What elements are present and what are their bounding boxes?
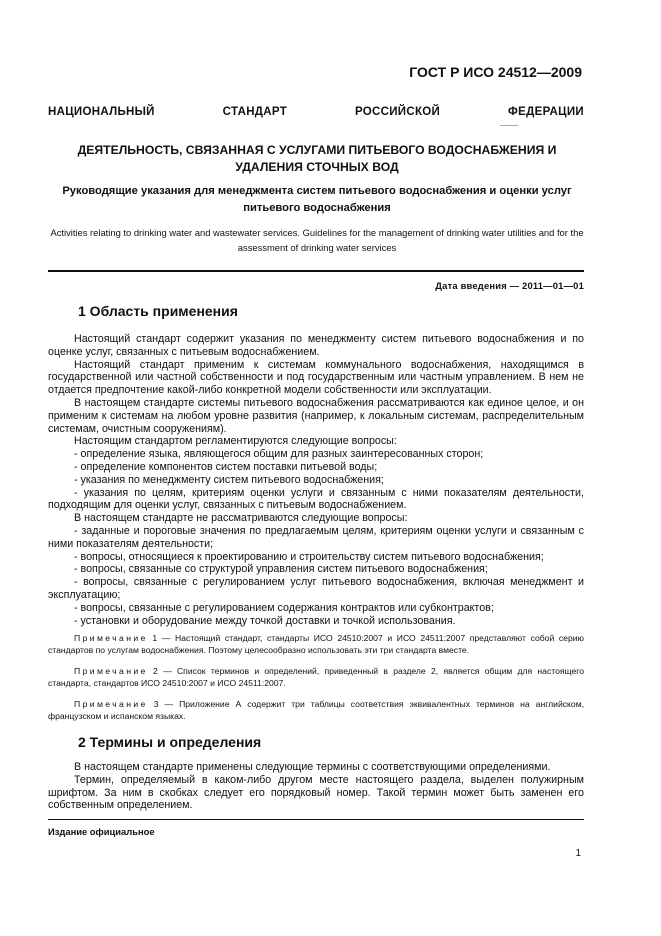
section-2-heading: 2 Термины и определения [78,734,262,750]
paragraph: В настоящем стандарте применены следующие термины с соответствующими определениями. [74,761,551,773]
list-item: - указания по менеджменту систем питьевого водоснабжения; [74,473,384,486]
paragraph: Термин, определяемый в каком-либо другом месте настоящего раздела, выделен полужирным шрифтом. За ним в скобках следует его порядковый номер. Такой термин может быть заменен его собственным определением. [48,773,584,812]
english-title: Activities relating to drinking water and wastewater services. Guidelines for the management of drinking water utilities and for the assessment of drinking water services [50,227,584,253]
note-3 [48,698,584,722]
note-label: Примечание [74,666,148,677]
paragraph: В настоящем стандарте системы питьевого водоснабжения рассматриваются как единое целое, и он применим к системам на любом уровне развития (например, к локальным системам, распределительным системам, очистным сооружениям). [48,396,584,435]
paragraph: Настоящий стандарт применим к системам коммунального водоснабжения, находящимся в государственной или частной собственности и под государственным или частным управлением. В нем не отдается предпочтение какой-либо конкретной модели собственности или эксплуатации. [48,358,584,397]
list-item: - вопросы, связанные с регулированием услуг питьевого водоснабжения, включая менеджмент и эксплуатацию; [48,576,584,601]
footer-divider [48,819,584,820]
list-item: - вопросы, связанные с регулированием содержания контрактов или субконтрактов; [74,601,494,614]
list-item: - указания по целям, критериям оценки услуги и связанным с ними показателям деятельности, подходящим для оценки услуг, связанных с питьевым водоснабжением. [48,486,584,512]
edition-label: Издание официальное [48,826,155,837]
list-item: - заданные и пороговые значения по предлагаемым целям, критериям оценки услуги и связанным с ними показателям деятельности; [48,524,584,550]
note-2 [48,665,584,689]
note-label: Примечание [74,633,148,644]
national-standard-banner: НАЦИОНАЛЬНЫЙ СТАНДАРТ РОССИЙСКОЙ ФЕДЕРАЦИИ [48,106,584,118]
list-item: - вопросы, относящиеся к проектированию и строительству систем питьевого водоснабжения; [74,550,544,563]
list-item: - определение компонентов систем поставки питьевой воды; [74,460,378,473]
paragraph: Настоящий стандарт содержит указания по менеджменту систем питьевого водоснабжения и по оценке услуг, связанных с питьевым водоснабжением. [48,333,584,358]
note-text: 2 — Список терминов и определений, приведенный в разделе 2, является общим для настоящего стандарта, стандартов ИСО 24510:2007 и ИСО 24511:2007. [48,666,584,689]
note-1 [48,632,584,656]
thick-divider [48,270,584,272]
banner-dash [500,125,518,126]
section-1-heading: 1 Область применения [78,303,238,319]
doc-subtitle: Руководящие указания для менеджмента систем питьевого водоснабжения и оценки услуг питьевого водоснабжения [62,185,572,214]
section-1-body [48,333,584,722]
list-item: - вопросы, связанные со структурой управления систем питьевого водоснабжения; [74,563,488,576]
note-text: 1 — Настоящий стандарт, стандарты ИСО 24510:2007 и ИСО 24511:2007 представляют собой серию стандартов по услугам водоснабжения. Поэтому целесообразно использовать эти три стандарта вместе. [48,633,584,656]
introduction-date: Дата введения — 2011—01—01 [435,280,584,291]
page-number: 1 [575,848,581,859]
doc-title: ДЕЯТЕЛЬНОСТЬ, СВЯЗАННАЯ С УСЛУГАМИ ПИТЬЕВОГО ВОДОСНАБЖЕНИЯ И УДАЛЕНИЯ СТОЧНЫХ ВОД [77,143,557,174]
note-label: Примечание [74,699,148,710]
list-item: - установки и оборудование между точкой доставки и точкой использования. [74,614,456,627]
paragraph: Настоящим стандартом регламентируются следующие вопросы: [74,435,397,448]
section-2-body [48,761,584,812]
paragraph: В настоящем стандарте не рассматриваются следующие вопросы: [74,512,408,525]
doc-code: ГОСТ Р ИСО 24512—2009 [409,64,582,80]
list-item: - определение языка, являющегося общим для разных заинтересованных сторон; [74,448,484,461]
note-text: 3 — Приложение А содержит три таблицы соответствия эквивалентных терминов на английском, французском и испанском языках. [48,699,584,722]
